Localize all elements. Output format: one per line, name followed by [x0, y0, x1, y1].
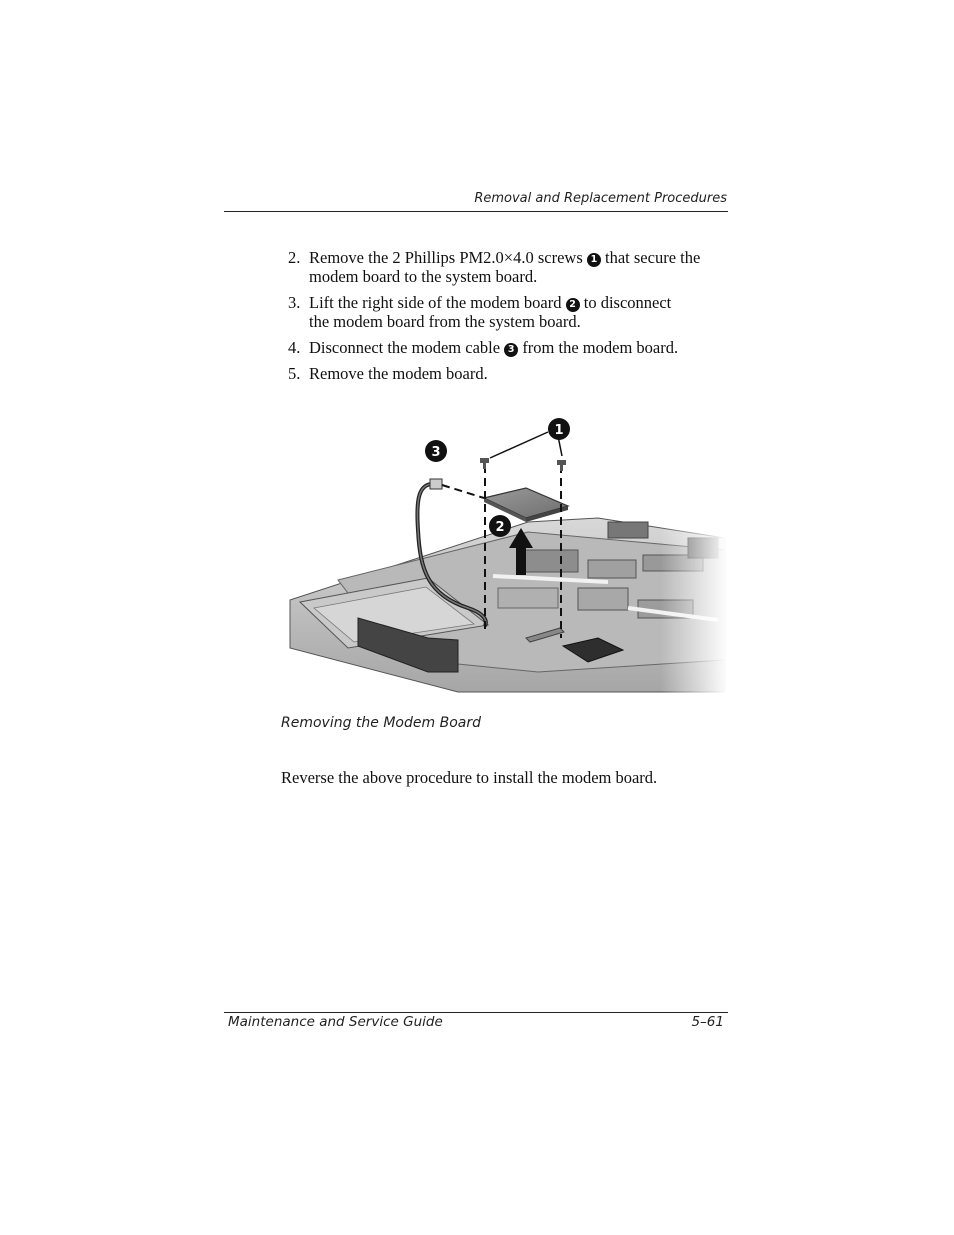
step-item	[288, 248, 728, 286]
step-item	[288, 364, 728, 383]
step-item	[288, 338, 728, 357]
step-text: that secure the	[600, 248, 701, 267]
step-item	[288, 293, 728, 331]
step-number: 2.	[288, 248, 301, 267]
step-text: from the modem board.	[518, 338, 679, 357]
step-text: Lift the right side of the modem board	[309, 293, 566, 312]
step-number: 3.	[288, 293, 301, 312]
step-text: Remove the modem board.	[309, 364, 488, 383]
running-header: Removal and Replacement Procedures	[474, 191, 727, 206]
callout-board: 2	[495, 520, 505, 535]
callout-badge: 2	[566, 298, 580, 312]
step-number: 5.	[288, 364, 301, 383]
footer-rule	[224, 1012, 728, 1013]
closing-paragraph: Reverse the above procedure to install the modem board.	[281, 768, 658, 787]
figure-caption: Removing the Modem Board	[281, 715, 481, 731]
callout-cable: 3	[431, 445, 441, 460]
header-rule	[224, 211, 728, 212]
modem-board-illustration	[278, 410, 728, 700]
step-text: to disconnect	[579, 293, 672, 312]
step-number: 4.	[288, 338, 301, 357]
step-text: the modem board from the system board.	[309, 312, 581, 331]
footer-guide-title: Maintenance and Service Guide	[228, 1014, 443, 1030]
step-text: Disconnect the modem cable	[309, 338, 505, 357]
callout-badge: 3	[504, 343, 518, 357]
page-number: 5–61	[691, 1014, 724, 1030]
step-text: Remove the 2 Phillips PM2.0×4.0 screws	[309, 248, 587, 267]
step-text: modem board to the system board.	[309, 267, 538, 286]
callout-screws: 1	[554, 423, 564, 438]
procedure-steps	[288, 248, 728, 390]
callout-badge: 1	[587, 253, 601, 267]
